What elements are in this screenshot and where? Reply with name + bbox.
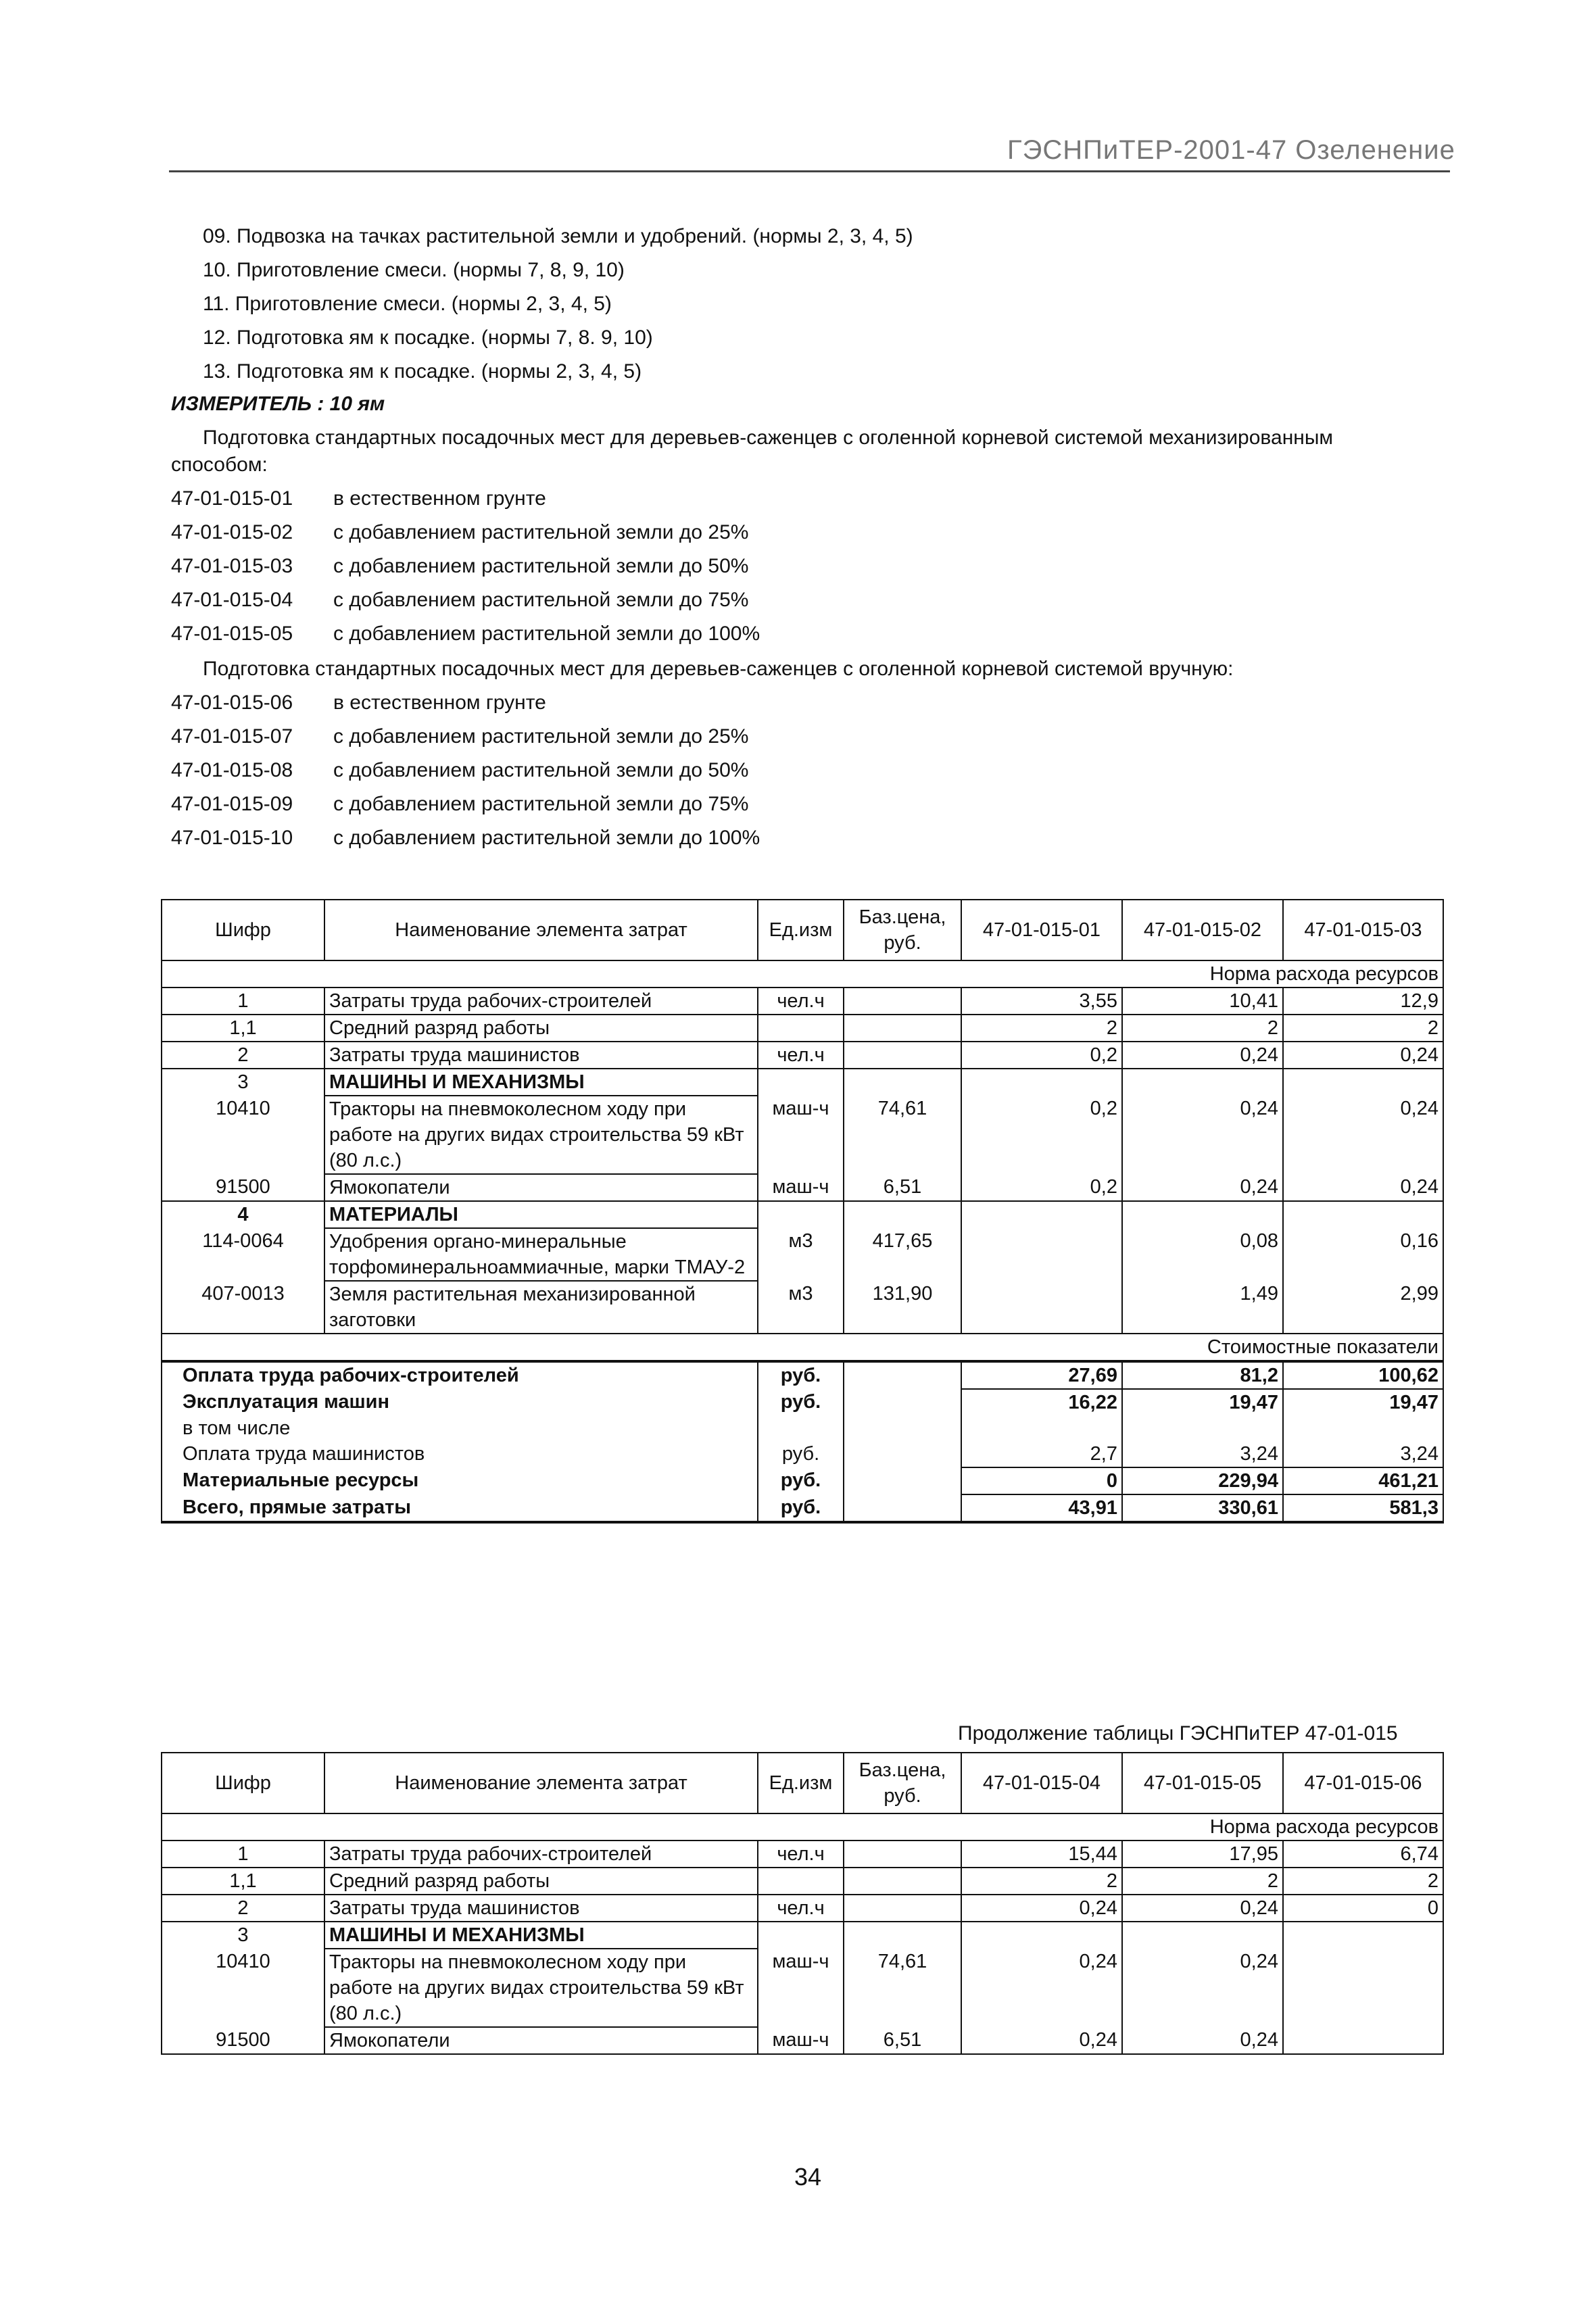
table-row xyxy=(162,1228,1443,1281)
cell-name: Затраты труда рабочих-строителей xyxy=(324,988,758,1015)
cost-value: 3,24 xyxy=(1283,1441,1443,1467)
table-row xyxy=(162,1174,1443,1201)
code-line xyxy=(171,723,1234,750)
table-row xyxy=(162,1895,1443,1922)
cost-name: Оплата труда рабочих-строителей xyxy=(162,1361,758,1389)
group-mechanized xyxy=(171,424,1333,648)
cell-unit: маш-ч xyxy=(758,1096,844,1174)
col-header-price: Баз.цена, руб. xyxy=(844,1753,961,1813)
cell-code: 1 xyxy=(162,1841,324,1868)
norm-code: 47-01-015-02 xyxy=(171,521,293,543)
cell-value: 0,24 xyxy=(1122,2027,1283,2054)
table-row xyxy=(162,2027,1443,2054)
cell-value: 0,24 xyxy=(961,1949,1122,2027)
code-line xyxy=(171,825,1234,852)
cell-value: 2 xyxy=(961,1015,1122,1042)
cost-value: 3,24 xyxy=(1122,1441,1283,1467)
cell-name: Затраты труда машинистов xyxy=(324,1042,758,1069)
cell-value: 3,55 xyxy=(961,988,1122,1015)
col-header-unit: Ед.изм xyxy=(758,1753,844,1813)
cell-code: 10410 xyxy=(162,1949,324,2027)
work-item: 10. Приготовление смеси. (нормы 7, 8, 9, 10) xyxy=(203,259,625,281)
cell-price xyxy=(844,1841,961,1868)
cell-code: 2 xyxy=(162,1042,324,1069)
table-header-row xyxy=(162,900,1443,960)
cell-value xyxy=(961,1228,1122,1281)
norm-code: 47-01-015-01 xyxy=(171,487,293,510)
cell-price: 417,65 xyxy=(844,1228,961,1281)
cell-value: 0,24 xyxy=(1283,1096,1443,1174)
cell-code: 4 xyxy=(162,1201,324,1228)
section-heading: МАТЕРИАЛЫ xyxy=(324,1201,758,1228)
table-row xyxy=(162,1922,1443,1949)
cost-name: Оплата труда машинистов xyxy=(162,1441,758,1467)
cell-code: 10410 xyxy=(162,1096,324,1174)
cost-name: Материальные ресурсы xyxy=(162,1467,758,1494)
cell-value: 0,24 xyxy=(1122,1096,1283,1174)
cell-price: 131,90 xyxy=(844,1281,961,1334)
cost-value: 16,22 xyxy=(961,1389,1122,1415)
cost-unit: руб. xyxy=(758,1389,844,1415)
work-item: 12. Подготовка ям к посадке. (нормы 7, 8. 9, 10) xyxy=(203,326,653,349)
cell-value: 0,16 xyxy=(1283,1228,1443,1281)
table-row xyxy=(162,1949,1443,2027)
table-row xyxy=(162,1281,1443,1334)
cell-code: 3 xyxy=(162,1922,324,1949)
cell-value: 0,2 xyxy=(961,1174,1122,1201)
cost-value: 581,3 xyxy=(1283,1494,1443,1522)
cell-value: 12,9 xyxy=(1283,988,1443,1015)
code-line xyxy=(171,485,1333,512)
norm-desc: с добавлением растительной земли до 100% xyxy=(333,623,760,645)
work-items xyxy=(203,223,913,385)
cell-name: Средний разряд работы xyxy=(324,1015,758,1042)
cell-price: 6,51 xyxy=(844,2027,961,2054)
cell-name: Затраты труда рабочих-строителей xyxy=(324,1841,758,1868)
cost-value: 330,61 xyxy=(1122,1494,1283,1522)
cell-value: 0,24 xyxy=(1122,1174,1283,1201)
cell-name: Затраты труда машинистов xyxy=(324,1895,758,1922)
cell-name: Земля растительная механизированной заготовки xyxy=(324,1281,758,1334)
norm-code: 47-01-015-10 xyxy=(171,827,293,849)
cell-value: 0,2 xyxy=(961,1096,1122,1174)
cell-unit: маш-ч xyxy=(758,1949,844,2027)
cost-value: 0 xyxy=(961,1467,1122,1494)
cell-name: Средний разряд работы xyxy=(324,1868,758,1895)
cell-value: 2 xyxy=(1122,1015,1283,1042)
cost-row xyxy=(162,1415,1443,1441)
cell-name: Тракторы на пневмоколесном ходу при работе на других видах строительства 59 кВт (80 л.с.) xyxy=(324,1949,758,2027)
cell-value: 0,24 xyxy=(961,2027,1122,2054)
cost-value: 27,69 xyxy=(961,1361,1122,1389)
cell-unit: чел.ч xyxy=(758,1042,844,1069)
cell-unit: чел.ч xyxy=(758,1841,844,1868)
cell-value: 17,95 xyxy=(1122,1841,1283,1868)
cell-code: 2 xyxy=(162,1895,324,1922)
cost-row xyxy=(162,1361,1443,1389)
cell-price xyxy=(844,1015,961,1042)
table-row xyxy=(162,1201,1443,1228)
table-row xyxy=(162,1868,1443,1895)
norm-desc: с добавлением растительной земли до 50% xyxy=(333,759,749,781)
cost-unit: руб. xyxy=(758,1494,844,1522)
cost-row xyxy=(162,1441,1443,1467)
group-title: Подготовка стандартных посадочных мест для деревьев-саженцев с оголенной корневой системой вручную: xyxy=(203,658,1234,680)
section-caption-row xyxy=(162,1334,1443,1361)
cell-code: 91500 xyxy=(162,1174,324,1201)
norm-code: 47-01-015-04 xyxy=(171,589,293,611)
cost-value: 229,94 xyxy=(1122,1467,1283,1494)
cost-value: 2,7 xyxy=(961,1441,1122,1467)
norm-desc: с добавлением растительной земли до 100% xyxy=(333,827,760,849)
table-continuation-caption: Продолжение таблицы ГЭСНПиТЕР 47-01-015 xyxy=(958,1722,1398,1745)
col-header-norm: 47-01-015-02 xyxy=(1122,900,1283,960)
col-header-norm: 47-01-015-04 xyxy=(961,1753,1122,1813)
cell-price: 6,51 xyxy=(844,1174,961,1201)
cost-value: 461,21 xyxy=(1283,1467,1443,1494)
code-line xyxy=(171,587,1333,614)
col-header-name: Наименование элемента затрат xyxy=(324,900,758,960)
cell-value: 0 xyxy=(1283,1895,1443,1922)
code-line xyxy=(171,791,1234,818)
cell-value: 2 xyxy=(1283,1868,1443,1895)
work-item: 13. Подготовка ям к посадке. (нормы 2, 3, 4, 5) xyxy=(203,360,642,383)
code-line xyxy=(171,553,1333,580)
cell-unit: чел.ч xyxy=(758,988,844,1015)
cell-code: 114-0064 xyxy=(162,1228,324,1281)
cell-name: Удобрения органо-минеральные торфоминеральноаммиачные, марки ТМАУ-2 xyxy=(324,1228,758,1281)
cell-value: 0,24 xyxy=(1122,1042,1283,1069)
section-caption-row xyxy=(162,1813,1443,1841)
norm-code: 47-01-015-03 xyxy=(171,555,293,577)
cell-unit: маш-ч xyxy=(758,1174,844,1201)
cost-unit: руб. xyxy=(758,1361,844,1389)
cell-value: 0,24 xyxy=(961,1895,1122,1922)
col-header-code: Шифр xyxy=(162,900,324,960)
page-number: 34 xyxy=(794,2163,822,2191)
cell-value: 0,24 xyxy=(1283,1174,1443,1201)
cell-value: 6,74 xyxy=(1283,1841,1443,1868)
group-title: Подготовка стандартных посадочных мест для деревьев-саженцев с оголенной корневой системой механизированным xyxy=(203,427,1334,449)
cost-caption: Стоимостные показатели xyxy=(162,1334,1443,1361)
table-row xyxy=(162,1015,1443,1042)
cost-row xyxy=(162,1494,1443,1522)
section-heading: МАШИНЫ И МЕХАНИЗМЫ xyxy=(324,1922,758,1949)
cell-value: 15,44 xyxy=(961,1841,1122,1868)
table-row xyxy=(162,988,1443,1015)
norm-desc: с добавлением растительной земли до 25% xyxy=(333,725,749,748)
table-row xyxy=(162,1069,1443,1096)
norm-caption: Норма расхода ресурсов xyxy=(162,960,1443,988)
norm-code: 47-01-015-07 xyxy=(171,725,293,748)
code-line xyxy=(171,757,1234,784)
col-header-unit: Ед.изм xyxy=(758,900,844,960)
cost-name: Эксплуатация машин xyxy=(162,1389,758,1415)
cell-price xyxy=(844,1868,961,1895)
norm-code: 47-01-015-09 xyxy=(171,793,293,815)
col-header-norm: 47-01-015-03 xyxy=(1283,900,1443,960)
cell-price xyxy=(844,1895,961,1922)
table-row xyxy=(162,1096,1443,1174)
resource-table-2 xyxy=(161,1752,1444,2055)
group-title-cont: способом: xyxy=(171,454,268,476)
cell-price xyxy=(844,1042,961,1069)
group-manual xyxy=(171,656,1234,852)
norm-desc: с добавлением растительной земли до 50% xyxy=(333,555,749,577)
cell-name: Ямокопатели xyxy=(324,2027,758,2054)
cell-value: 2 xyxy=(1283,1015,1443,1042)
cell-price xyxy=(844,988,961,1015)
table-row xyxy=(162,1841,1443,1868)
col-header-price: Баз.цена, руб. xyxy=(844,900,961,960)
cell-value: 0,24 xyxy=(1122,1949,1283,2027)
cost-value: 100,62 xyxy=(1283,1361,1443,1389)
col-header-norm: 47-01-015-01 xyxy=(961,900,1122,960)
cell-unit: м3 xyxy=(758,1281,844,1334)
cell-value: 1,49 xyxy=(1122,1281,1283,1334)
cell-value xyxy=(1283,1949,1443,2027)
cost-name: Всего, прямые затраты xyxy=(162,1494,758,1522)
col-header-norm: 47-01-015-05 xyxy=(1122,1753,1283,1813)
cell-value: 2,99 xyxy=(1283,1281,1443,1334)
cell-unit xyxy=(758,1015,844,1042)
cell-name: Тракторы на пневмоколесном ходу при работе на других видах строительства 59 кВт (80 л.с.) xyxy=(324,1096,758,1174)
table-header-row xyxy=(162,1753,1443,1813)
work-item: 09. Подвозка на тачках растительной земли и удобрений. (нормы 2, 3, 4, 5) xyxy=(203,225,913,247)
col-header-code: Шифр xyxy=(162,1753,324,1813)
col-header-name: Наименование элемента затрат xyxy=(324,1753,758,1813)
cost-name: в том числе xyxy=(162,1415,758,1441)
cell-name: Ямокопатели xyxy=(324,1174,758,1201)
cost-row xyxy=(162,1389,1443,1415)
norm-desc: в естественном грунте xyxy=(333,487,546,510)
section-caption-row xyxy=(162,960,1443,988)
cell-value xyxy=(961,1281,1122,1334)
cell-code: 1,1 xyxy=(162,1868,324,1895)
cell-code: 1,1 xyxy=(162,1015,324,1042)
norm-code: 47-01-015-06 xyxy=(171,691,293,714)
norm-desc: в естественном грунте xyxy=(333,691,546,714)
cell-unit: маш-ч xyxy=(758,2027,844,2054)
code-line xyxy=(171,519,1333,546)
cell-value: 0,24 xyxy=(1283,1042,1443,1069)
section-heading: МАШИНЫ И МЕХАНИЗМЫ xyxy=(324,1069,758,1096)
cost-value: 43,91 xyxy=(961,1494,1122,1522)
cost-value: 81,2 xyxy=(1122,1361,1283,1389)
cost-value: 19,47 xyxy=(1283,1389,1443,1415)
code-line xyxy=(171,620,1333,648)
cell-code: 407-0013 xyxy=(162,1281,324,1334)
cell-value: 10,41 xyxy=(1122,988,1283,1015)
code-line xyxy=(171,689,1234,716)
norm-code: 47-01-015-05 xyxy=(171,623,293,645)
cell-unit: м3 xyxy=(758,1228,844,1281)
cell-price: 74,61 xyxy=(844,1096,961,1174)
cell-value: 2 xyxy=(961,1868,1122,1895)
cost-unit: руб. xyxy=(758,1467,844,1494)
cell-code: 3 xyxy=(162,1069,324,1096)
table-row xyxy=(162,1042,1443,1069)
cell-code: 91500 xyxy=(162,2027,324,2054)
work-item: 11. Приготовление смеси. (нормы 2, 3, 4, 5) xyxy=(203,293,612,315)
cost-unit: руб. xyxy=(758,1441,844,1467)
resource-table-1 xyxy=(161,899,1444,1524)
cell-unit: чел.ч xyxy=(758,1895,844,1922)
cost-value: 19,47 xyxy=(1122,1389,1283,1415)
cell-price: 74,61 xyxy=(844,1949,961,2027)
norm-desc: с добавлением растительной земли до 75% xyxy=(333,793,749,815)
cell-value xyxy=(1283,2027,1443,2054)
col-header-norm: 47-01-015-06 xyxy=(1283,1753,1443,1813)
cost-row xyxy=(162,1467,1443,1494)
norm-desc: с добавлением растительной земли до 75% xyxy=(333,589,749,611)
cell-value: 0,08 xyxy=(1122,1228,1283,1281)
cell-value: 0,2 xyxy=(961,1042,1122,1069)
norm-caption: Норма расхода ресурсов xyxy=(162,1813,1443,1841)
cell-value: 2 xyxy=(1122,1868,1283,1895)
cell-unit xyxy=(758,1868,844,1895)
measure-unit: ИЗМЕРИТЕЛЬ : 10 ям xyxy=(171,393,385,415)
norm-code: 47-01-015-08 xyxy=(171,759,293,781)
norm-desc: с добавлением растительной земли до 25% xyxy=(333,521,749,543)
header-divider xyxy=(169,170,1450,172)
cell-code: 1 xyxy=(162,988,324,1015)
header-title: ГЭСНПиТЕР-2001-47 Озеленение xyxy=(1007,135,1455,165)
cell-value: 0,24 xyxy=(1122,1895,1283,1922)
